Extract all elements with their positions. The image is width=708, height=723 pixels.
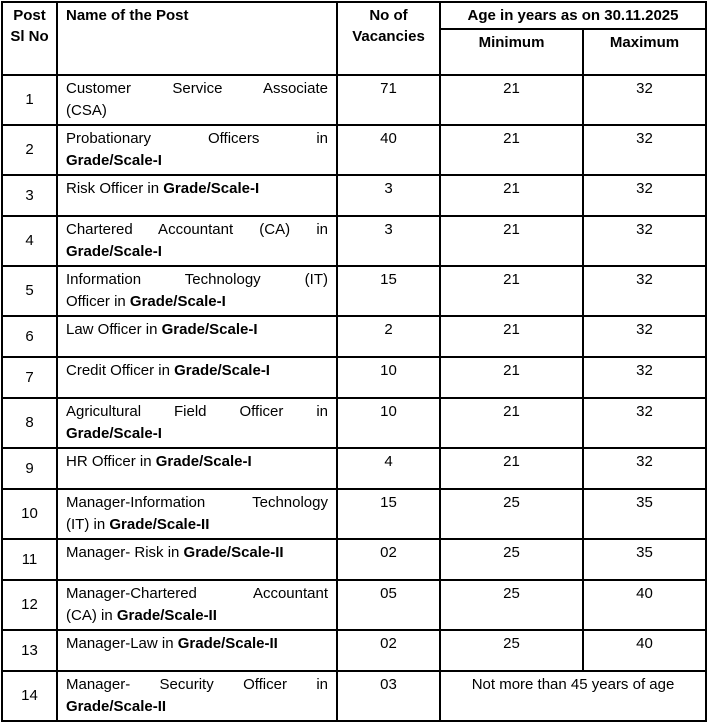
cell-age-minimum: 25 xyxy=(440,489,583,539)
post-name-text: Manager-Information Technology xyxy=(66,494,328,511)
cell-age-note: Not more than 45 years of age xyxy=(440,671,706,721)
cell-post-name xyxy=(57,580,337,630)
cell-post-sl-no: 4 xyxy=(2,216,57,266)
cell-age-minimum: 25 xyxy=(440,630,583,671)
header-name-of-post: Name of the Post xyxy=(57,2,337,75)
post-name-grade-text: Grade/Scale-I xyxy=(155,453,252,470)
table-row xyxy=(2,216,706,266)
post-name-grade-text: Grade/Scale-I xyxy=(174,362,270,379)
cell-age-maximum: 35 xyxy=(583,539,706,580)
cell-post-sl-no: 11 xyxy=(2,539,57,580)
post-name-line xyxy=(66,583,328,605)
post-name-grade-text: Grade/Scale-I xyxy=(66,152,162,169)
cell-post-name xyxy=(57,489,337,539)
cell-age-minimum: 21 xyxy=(440,266,583,316)
cell-age-minimum: 21 xyxy=(440,216,583,266)
cell-age-minimum: 25 xyxy=(440,539,583,580)
cell-vacancies: 4 xyxy=(337,448,440,489)
cell-vacancies: 03 xyxy=(337,671,440,721)
cell-age-minimum: 21 xyxy=(440,75,583,125)
cell-post-sl-no: 12 xyxy=(2,580,57,630)
cell-age-minimum: 25 xyxy=(440,580,583,630)
post-name-grade-text: Grade/Scale-II xyxy=(177,635,278,652)
post-name-grade-text: Grade/Scale-II xyxy=(183,544,284,561)
post-name-text: Risk Officer in xyxy=(66,180,164,197)
header-age-group: Age in years as on 30.11.2025 xyxy=(440,2,706,29)
cell-age-maximum: 32 xyxy=(583,266,706,316)
post-name-grade-text: Grade/Scale-II xyxy=(109,516,210,533)
cell-vacancies: 15 xyxy=(337,266,440,316)
post-name-line xyxy=(66,696,328,718)
cell-age-maximum: 32 xyxy=(583,316,706,357)
post-name-text: Officer in xyxy=(66,293,130,310)
post-name-grade-text: Grade/Scale-I xyxy=(66,425,162,442)
table-row xyxy=(2,75,706,125)
cell-post-name xyxy=(57,266,337,316)
post-name-text: Manager-Chartered Accountant xyxy=(66,585,328,602)
cell-post-name xyxy=(57,125,337,175)
cell-age-minimum: 21 xyxy=(440,175,583,216)
post-name-grade-text: Grade/Scale-I xyxy=(66,243,162,260)
cell-post-sl-no: 3 xyxy=(2,175,57,216)
cell-post-name xyxy=(57,175,337,216)
post-name-text: (CA) in xyxy=(66,607,117,624)
cell-post-name xyxy=(57,357,337,398)
post-name-line xyxy=(66,100,328,122)
post-name-line xyxy=(66,269,328,291)
cell-post-name xyxy=(57,216,337,266)
cell-age-maximum: 40 xyxy=(583,580,706,630)
table-row xyxy=(2,175,706,216)
post-name-text: Law Officer in xyxy=(66,321,162,338)
cell-post-sl-no: 7 xyxy=(2,357,57,398)
cell-age-maximum: 40 xyxy=(583,630,706,671)
cell-vacancies: 15 xyxy=(337,489,440,539)
cell-age-maximum: 32 xyxy=(583,175,706,216)
post-name-text: Customer Service Associate xyxy=(66,80,328,97)
cell-vacancies: 2 xyxy=(337,316,440,357)
cell-post-name xyxy=(57,671,337,721)
post-name-line xyxy=(66,674,328,696)
post-name-text: (IT) in xyxy=(66,516,110,533)
cell-vacancies: 02 xyxy=(337,630,440,671)
post-name-line xyxy=(66,451,328,473)
cell-post-sl-no: 10 xyxy=(2,489,57,539)
cell-post-name xyxy=(57,539,337,580)
cell-age-maximum: 32 xyxy=(583,357,706,398)
post-name-text: Credit Officer in xyxy=(66,362,175,379)
header-vacancies: No of Vacancies xyxy=(337,2,440,75)
post-name-line xyxy=(66,605,328,627)
post-name-line xyxy=(66,178,328,200)
cell-age-minimum: 21 xyxy=(440,448,583,489)
cell-post-name xyxy=(57,630,337,671)
post-name-text: Chartered Accountant (CA) in xyxy=(66,221,328,238)
cell-vacancies: 71 xyxy=(337,75,440,125)
post-name-text: Information Technology (IT) xyxy=(66,271,328,288)
post-name-line xyxy=(66,360,328,382)
post-name-text: Agricultural Field Officer in xyxy=(66,403,328,420)
post-name-line xyxy=(66,319,328,341)
post-name-grade-text: Grade/Scale-I xyxy=(129,293,226,310)
post-name-grade-text: Grade/Scale-II xyxy=(66,698,167,715)
table-row xyxy=(2,539,706,580)
post-name-line xyxy=(66,78,328,100)
post-name-line xyxy=(66,128,328,150)
cell-post-sl-no: 14 xyxy=(2,671,57,721)
table-row xyxy=(2,489,706,539)
cell-vacancies: 10 xyxy=(337,398,440,448)
header-post-sl-no: Post Sl No xyxy=(2,2,57,75)
cell-post-name xyxy=(57,448,337,489)
post-name-text: Manager- Risk in xyxy=(66,544,184,561)
table-row xyxy=(2,266,706,316)
header-minimum: Minimum xyxy=(440,29,583,75)
cell-age-minimum: 21 xyxy=(440,357,583,398)
table-row xyxy=(2,398,706,448)
cell-vacancies: 02 xyxy=(337,539,440,580)
cell-age-minimum: 21 xyxy=(440,398,583,448)
post-name-line xyxy=(66,542,328,564)
post-name-text: HR Officer in xyxy=(66,453,156,470)
cell-age-maximum: 32 xyxy=(583,75,706,125)
post-name-line xyxy=(66,492,328,514)
cell-age-minimum: 21 xyxy=(440,125,583,175)
cell-age-maximum: 35 xyxy=(583,489,706,539)
table-body xyxy=(2,75,706,721)
post-name-line xyxy=(66,633,328,655)
cell-post-sl-no: 5 xyxy=(2,266,57,316)
cell-post-sl-no: 2 xyxy=(2,125,57,175)
table-row xyxy=(2,316,706,357)
header-row-main xyxy=(2,2,706,29)
table-row xyxy=(2,125,706,175)
post-name-text: (CSA) xyxy=(66,102,107,119)
table-header xyxy=(2,2,706,75)
cell-vacancies: 05 xyxy=(337,580,440,630)
header-maximum: Maximum xyxy=(583,29,706,75)
cell-vacancies: 10 xyxy=(337,357,440,398)
post-name-line xyxy=(66,401,328,423)
table-row xyxy=(2,448,706,489)
cell-age-maximum: 32 xyxy=(583,398,706,448)
post-name-line xyxy=(66,219,328,241)
post-name-grade-text: Grade/Scale-I xyxy=(161,321,258,338)
cell-age-maximum: 32 xyxy=(583,448,706,489)
table-row xyxy=(2,630,706,671)
cell-age-maximum: 32 xyxy=(583,125,706,175)
cell-age-minimum: 21 xyxy=(440,316,583,357)
cell-post-name xyxy=(57,398,337,448)
table-row xyxy=(2,580,706,630)
cell-post-sl-no: 8 xyxy=(2,398,57,448)
cell-post-sl-no: 13 xyxy=(2,630,57,671)
post-name-text: Manager-Law in xyxy=(66,635,178,652)
cell-vacancies: 40 xyxy=(337,125,440,175)
table-row xyxy=(2,357,706,398)
post-name-text: Manager- Security Officer in xyxy=(66,676,328,693)
cell-vacancies: 3 xyxy=(337,175,440,216)
cell-post-name xyxy=(57,316,337,357)
post-name-line xyxy=(66,150,328,172)
post-name-line xyxy=(66,241,328,263)
cell-post-sl-no: 9 xyxy=(2,448,57,489)
post-name-grade-text: Grade/Scale-I xyxy=(163,180,260,197)
post-name-line xyxy=(66,514,328,536)
post-vacancy-age-table xyxy=(1,1,707,722)
cell-age-maximum: 32 xyxy=(583,216,706,266)
cell-vacancies: 3 xyxy=(337,216,440,266)
cell-post-name xyxy=(57,75,337,125)
table-row xyxy=(2,671,706,721)
post-name-text: Probationary Officers in xyxy=(66,130,328,147)
cell-post-sl-no: 6 xyxy=(2,316,57,357)
post-name-line xyxy=(66,423,328,445)
post-name-grade-text: Grade/Scale-II xyxy=(116,607,217,624)
post-name-line xyxy=(66,291,328,313)
cell-post-sl-no: 1 xyxy=(2,75,57,125)
